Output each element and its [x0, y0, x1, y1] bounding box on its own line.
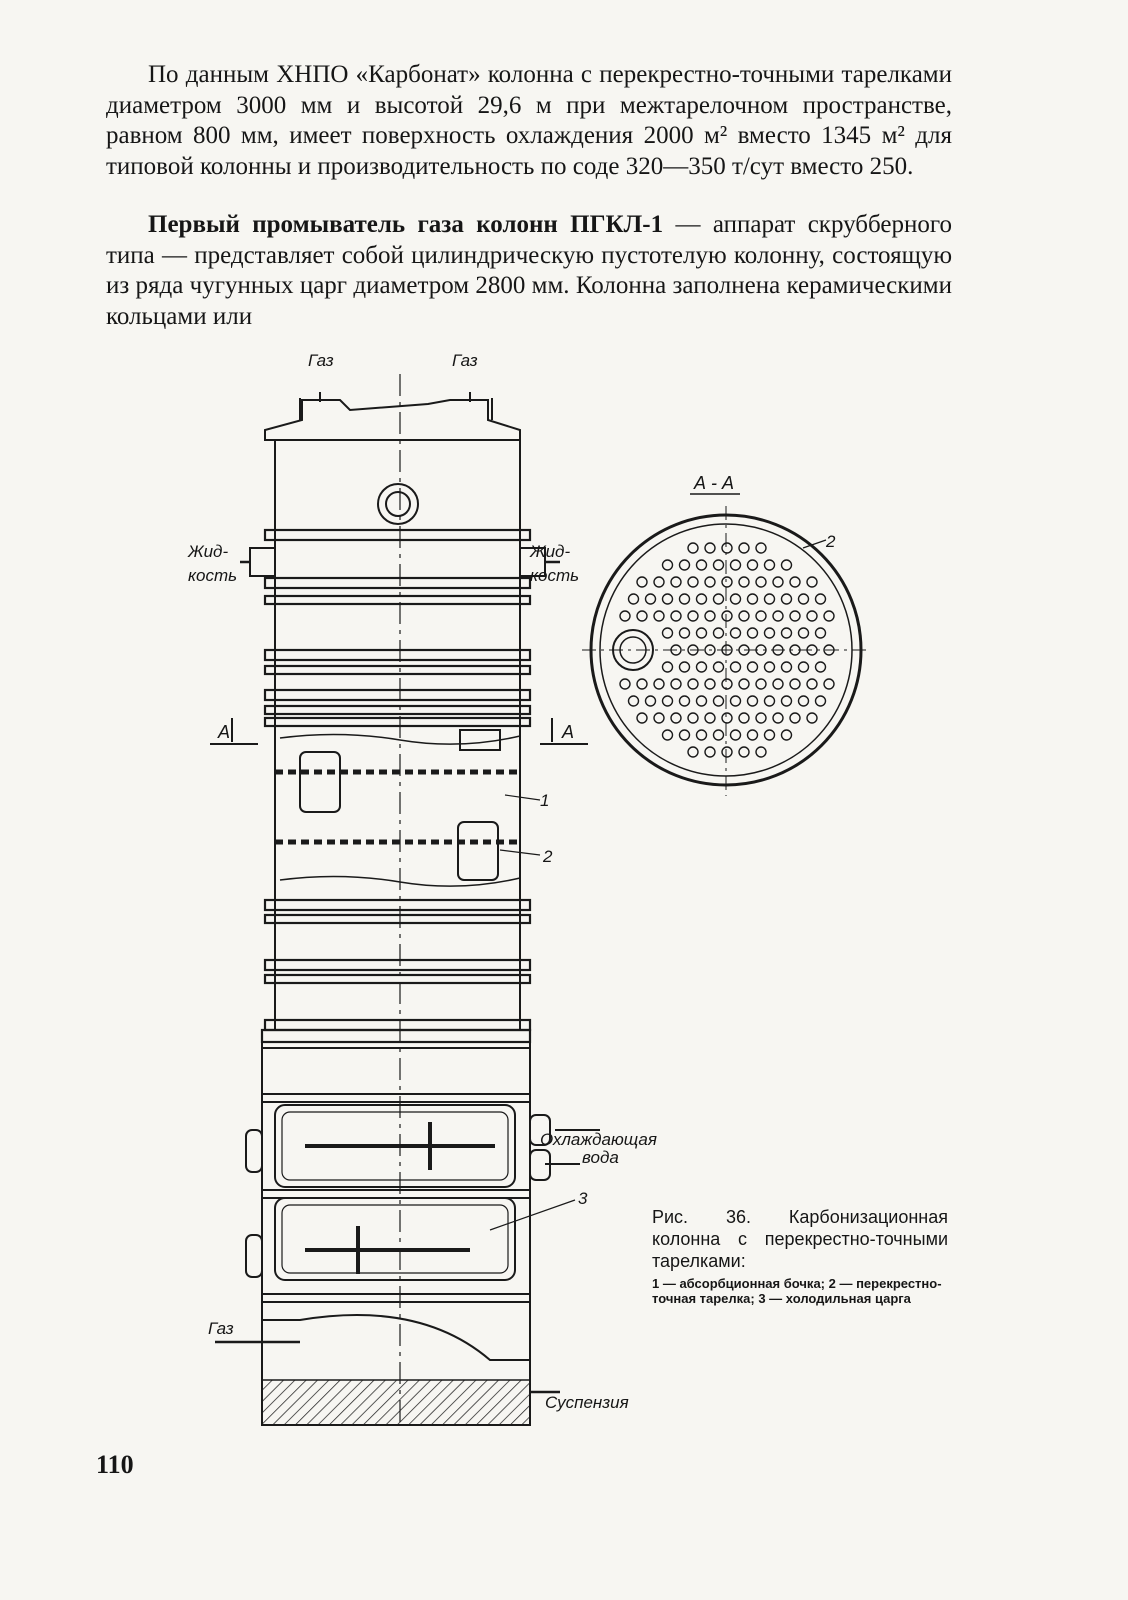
- cooling-water-label-1: Охлаждающая: [540, 1130, 657, 1149]
- tray-hole: [714, 662, 724, 672]
- tray-hole: [697, 560, 707, 570]
- tray-hole: [765, 662, 775, 672]
- tray-hole: [637, 679, 647, 689]
- paragraph-2-lead: Первый промыватель газа колонн ПГКЛ-1: [148, 211, 664, 238]
- tray-hole: [654, 713, 664, 723]
- tray-hole: [629, 696, 639, 706]
- tray-hole: [671, 713, 681, 723]
- callout-2-section: 2: [826, 532, 836, 551]
- cooling-water-label-2: вода: [582, 1148, 619, 1167]
- tray-hole: [697, 696, 707, 706]
- tray-hole: [680, 662, 690, 672]
- tray-hole: [680, 560, 690, 570]
- tray-hole: [671, 611, 681, 621]
- paragraph-1: По данным ХНПО «Карбонат» колонна с перекрестно-точными тарелками диаметром 3000 мм и высотой 29,6 м при межтарелочном пространстве, равном 800 мм, имеет поверхность охлаждения 2000 м² вместо 1345 м² для типовой колонны и производительность по соде 320—350 т/сут вместо 250.: [106, 61, 952, 180]
- tray-hole: [807, 679, 817, 689]
- tray-hole: [697, 594, 707, 604]
- tray-hole: [748, 696, 758, 706]
- tray-hole: [680, 730, 690, 740]
- tray-hole: [637, 611, 647, 621]
- tray-hole: [722, 543, 732, 553]
- suspension-label: Суспензия: [545, 1393, 629, 1412]
- tray-hole: [722, 679, 732, 689]
- tray-hole: [756, 543, 766, 553]
- tray-hole: [824, 611, 834, 621]
- tray-hole: [782, 560, 792, 570]
- tray-hole: [629, 594, 639, 604]
- callout-1: 1: [540, 791, 550, 810]
- tray-hole: [748, 594, 758, 604]
- tray-hole: [714, 730, 724, 740]
- tray-hole: [790, 611, 800, 621]
- tray-hole: [773, 577, 783, 587]
- tray-hole: [654, 679, 664, 689]
- tray-hole: [663, 730, 673, 740]
- tray-hole: [637, 577, 647, 587]
- tray-hole: [799, 594, 809, 604]
- caption-legend: 1 — абсорбционная бочка; 2 — перекрестно-точная тарелка; 3 — холодильная царга: [652, 1276, 942, 1306]
- tray-hole: [782, 594, 792, 604]
- tray-hole: [680, 696, 690, 706]
- tray-hole: [688, 747, 698, 757]
- tray-hole: [739, 577, 749, 587]
- tray-hole: [637, 713, 647, 723]
- tray-hole: [671, 577, 681, 587]
- tray-hole: [799, 628, 809, 638]
- tray-hole: [663, 696, 673, 706]
- figure-caption: [652, 1206, 948, 1306]
- gas-in-label: Газ: [208, 1319, 234, 1338]
- tray-hole: [790, 713, 800, 723]
- tray-hole: [799, 662, 809, 672]
- tray-hole: [722, 747, 732, 757]
- tray-hole: [646, 594, 656, 604]
- tray-hole: [714, 696, 724, 706]
- tray-hole: [782, 730, 792, 740]
- tray-hole: [756, 611, 766, 621]
- tray-hole: [705, 611, 715, 621]
- tray-hole: [782, 696, 792, 706]
- liquid-left-label-1: Жид-: [188, 542, 229, 561]
- tray-hole: [773, 679, 783, 689]
- tray-hole: [705, 679, 715, 689]
- tray-hole: [816, 628, 826, 638]
- tray-hole: [782, 628, 792, 638]
- page-number: 110: [96, 1450, 134, 1479]
- tray-hole: [765, 730, 775, 740]
- tray-hole: [680, 594, 690, 604]
- liquid-right-label-2: кость: [530, 566, 580, 585]
- tray-hole: [688, 577, 698, 587]
- tray-hole: [816, 662, 826, 672]
- tray-hole: [748, 662, 758, 672]
- gas-out-left-label: Газ: [308, 351, 334, 370]
- callout-2: 2: [543, 847, 553, 866]
- section-view-title: А - А: [694, 473, 735, 493]
- tray-hole: [654, 577, 664, 587]
- tray-hole: [807, 611, 817, 621]
- tray-hole: [799, 696, 809, 706]
- tray-hole: [765, 560, 775, 570]
- tray-hole: [663, 594, 673, 604]
- tray-hole: [620, 679, 630, 689]
- tray-hole: [722, 611, 732, 621]
- tray-hole: [739, 713, 749, 723]
- tray-hole: [663, 560, 673, 570]
- tray-hole: [722, 713, 732, 723]
- tray-hole: [688, 713, 698, 723]
- tray-hole: [756, 713, 766, 723]
- tray-hole: [739, 747, 749, 757]
- liquid-left-label-2: кость: [188, 566, 238, 585]
- tray-hole: [731, 560, 741, 570]
- tray-hole: [773, 713, 783, 723]
- tray-hole: [748, 560, 758, 570]
- tray-hole: [731, 594, 741, 604]
- tray-hole: [790, 577, 800, 587]
- tray-hole: [663, 662, 673, 672]
- callout-3: 3: [578, 1189, 588, 1208]
- tray-hole: [688, 679, 698, 689]
- tray-hole: [739, 611, 749, 621]
- tray-hole: [714, 594, 724, 604]
- tray-hole: [824, 679, 834, 689]
- tray-hole: [773, 611, 783, 621]
- tray-hole: [807, 577, 817, 587]
- tray-hole: [807, 713, 817, 723]
- tray-hole: [654, 611, 664, 621]
- gas-out-right-label: Газ: [452, 351, 478, 370]
- tray-hole: [816, 594, 826, 604]
- tray-hole: [765, 594, 775, 604]
- tray-hole: [790, 679, 800, 689]
- tray-hole: [782, 662, 792, 672]
- tray-hole: [646, 696, 656, 706]
- tray-hole: [765, 628, 775, 638]
- tray-hole: [816, 696, 826, 706]
- tray-hole: [748, 730, 758, 740]
- tray-hole: [748, 628, 758, 638]
- tray-hole: [714, 560, 724, 570]
- tray-hole: [731, 730, 741, 740]
- tray-hole: [663, 628, 673, 638]
- tray-hole: [705, 747, 715, 757]
- tray-hole: [722, 577, 732, 587]
- tray-hole: [756, 747, 766, 757]
- tray-hole: [731, 662, 741, 672]
- section-mark-left: А: [218, 722, 231, 742]
- tray-hole: [705, 713, 715, 723]
- tray-hole: [688, 611, 698, 621]
- tray-hole: [697, 730, 707, 740]
- tray-hole: [731, 696, 741, 706]
- tray-hole: [739, 679, 749, 689]
- tray-hole: [620, 611, 630, 621]
- paragraph-2-rest: — аппарат скрубберного типа — представляет собой цилиндрическую пустотелую колонну, состоящую из ряда чугунных царг диаметром 2800 мм. Колонна заполнена керамическими кольцами или: [106, 211, 953, 330]
- tray-hole: [688, 543, 698, 553]
- tray-hole: [705, 543, 715, 553]
- tray-hole: [714, 628, 724, 638]
- tray-hole: [705, 577, 715, 587]
- tray-hole: [697, 628, 707, 638]
- tray-hole: [731, 628, 741, 638]
- caption-title: Рис. 36. Карбонизационная колонна с перекрестно-точными тарелками:: [652, 1207, 948, 1271]
- tray-hole: [680, 628, 690, 638]
- section-mark-right: А: [562, 722, 575, 742]
- tray-hole: [765, 696, 775, 706]
- tray-hole: [739, 543, 749, 553]
- liquid-right-label-1: Жид-: [530, 542, 571, 561]
- tray-hole: [756, 577, 766, 587]
- tray-hole: [756, 679, 766, 689]
- tray-hole: [697, 662, 707, 672]
- tray-hole: [671, 679, 681, 689]
